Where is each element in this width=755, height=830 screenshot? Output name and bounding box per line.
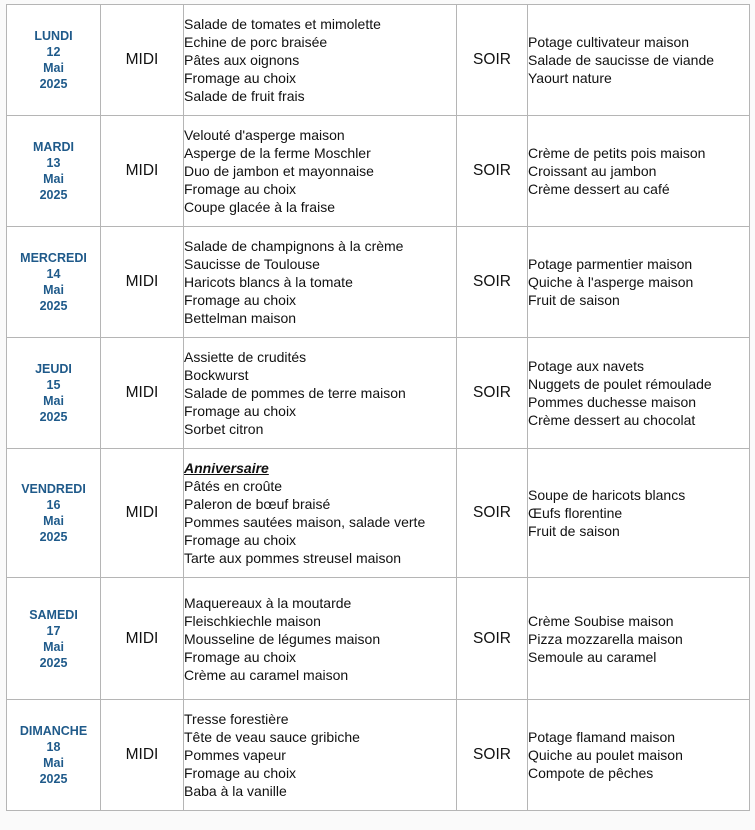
day-number: 18 xyxy=(46,740,61,754)
day-number: 15 xyxy=(46,378,61,392)
dish: Fleischkiechle maison xyxy=(184,612,321,629)
dish: Maquereaux à la moutarde xyxy=(184,594,352,611)
dish: Velouté d'asperge maison xyxy=(184,127,345,143)
dish: Fruit de saison xyxy=(528,523,620,539)
day-year: 2025 xyxy=(39,410,68,424)
midi-label: MIDI xyxy=(101,5,184,116)
day-month: Mai xyxy=(43,61,64,75)
dish: Pâtes aux oignons xyxy=(184,52,300,68)
day-cell xyxy=(7,5,101,116)
day-cell xyxy=(7,116,101,227)
dish: Salade de saucisse de viande xyxy=(528,52,715,68)
day-year: 2025 xyxy=(39,530,68,544)
soir-dishes xyxy=(528,338,750,449)
menu-row-3 xyxy=(7,338,750,449)
midi-dishes xyxy=(184,338,457,449)
dish: Fruit de saison xyxy=(528,292,620,308)
anniversaire-highlight: Anniversaire xyxy=(184,460,269,476)
day-month: Mai xyxy=(43,514,64,528)
dish: Bettelman maison xyxy=(184,310,297,326)
weekly-menu-table xyxy=(6,4,750,811)
dish: Quiche à l'asperge maison xyxy=(528,274,694,290)
midi-label: MIDI xyxy=(101,227,184,338)
dish: Tresse forestière xyxy=(184,711,289,727)
midi-dishes xyxy=(184,116,457,227)
midi-dishes xyxy=(184,449,457,578)
dish: Potage parmentier maison xyxy=(528,256,693,272)
dish: Crème Soubise maison xyxy=(528,612,674,629)
dish: Bockwurst xyxy=(184,367,249,383)
soir-label: SOIR xyxy=(457,5,528,116)
midi-label: MIDI xyxy=(101,338,184,449)
dish: Yaourt nature xyxy=(528,70,612,86)
dish: Duo de jambon et mayonnaise xyxy=(184,163,374,179)
day-number: 16 xyxy=(46,498,61,512)
day-year: 2025 xyxy=(39,299,68,313)
dish: Fromage au choix xyxy=(184,292,297,308)
day-name: MARDI xyxy=(33,140,74,154)
dish: Salade de champignons à la crème xyxy=(184,238,404,254)
soir-label: SOIR xyxy=(457,578,528,700)
menu-row-0 xyxy=(7,5,750,116)
day-month: Mai xyxy=(43,394,64,408)
dish: Soupe de haricots blancs xyxy=(528,487,686,503)
menu-row-2 xyxy=(7,227,750,338)
dish: Crème au caramel maison xyxy=(184,666,349,683)
menu-row-4 xyxy=(7,449,750,578)
dish: Coupe glacée à la fraise xyxy=(184,199,335,215)
dish: Asperge de la ferme Moschler xyxy=(184,145,371,161)
day-year: 2025 xyxy=(39,188,68,202)
soir-label: SOIR xyxy=(457,227,528,338)
menu-row-5 xyxy=(7,578,750,700)
dish: Crème dessert au chocolat xyxy=(528,412,696,428)
dish: Assiette de crudités xyxy=(184,349,307,365)
dish: Salade de tomates et mimolette xyxy=(184,16,381,32)
dish: Tarte aux pommes streusel maison xyxy=(184,550,402,566)
day-year: 2025 xyxy=(39,655,68,670)
dish: Pommes sautées maison, salade verte xyxy=(184,514,426,530)
dish: Pommes vapeur xyxy=(184,747,286,763)
dish: Salade de fruit frais xyxy=(184,88,305,104)
soir-dishes xyxy=(528,116,750,227)
dish: Mousseline de légumes maison xyxy=(184,630,381,647)
day-name: MERCREDI xyxy=(20,251,87,265)
day-number: 13 xyxy=(46,156,61,170)
day-cell xyxy=(7,338,101,449)
dish: Sorbet citron xyxy=(184,421,264,437)
day-month: Mai xyxy=(43,639,64,654)
soir-label: SOIR xyxy=(457,449,528,578)
dish: Fromage au choix xyxy=(184,648,297,665)
day-number: 12 xyxy=(46,45,61,59)
dish: Crème de petits pois maison xyxy=(528,145,706,161)
menu-row-6 xyxy=(7,700,750,811)
day-month: Mai xyxy=(43,283,64,297)
dish: Potage aux navets xyxy=(528,358,644,374)
soir-label: SOIR xyxy=(457,116,528,227)
soir-label: SOIR xyxy=(457,338,528,449)
dish: Pommes duchesse maison xyxy=(528,394,697,410)
midi-dishes xyxy=(184,578,457,700)
day-cell xyxy=(7,449,101,578)
dish: Echine de porc braisée xyxy=(184,34,328,50)
soir-label: SOIR xyxy=(457,700,528,811)
soir-dishes xyxy=(528,227,750,338)
dish: Tête de veau sauce gribiche xyxy=(184,729,360,745)
dish: Compote de pêches xyxy=(528,765,654,781)
soir-dishes xyxy=(528,449,750,578)
dish: Fromage au choix xyxy=(184,181,297,197)
dish: Salade de pommes de terre maison xyxy=(184,385,406,401)
dish: Fromage au choix xyxy=(184,765,297,781)
day-name: DIMANCHE xyxy=(19,724,88,738)
dish: Quiche au poulet maison xyxy=(528,747,683,763)
day-cell xyxy=(7,578,101,700)
dish: Potage flamand maison xyxy=(528,729,676,745)
dish: Potage cultivateur maison xyxy=(528,34,690,50)
day-name: VENDREDI xyxy=(21,482,86,496)
menu-row-1 xyxy=(7,116,750,227)
dish: Fromage au choix xyxy=(184,70,297,86)
day-month: Mai xyxy=(43,756,64,770)
dish: Pizza mozzarella maison xyxy=(528,630,683,647)
dish: Crème dessert au café xyxy=(528,181,670,197)
day-name: JEUDI xyxy=(35,362,72,376)
soir-dishes xyxy=(528,5,750,116)
dish: Saucisse de Toulouse xyxy=(184,256,320,272)
day-number: 17 xyxy=(46,623,61,638)
dish: Croissant au jambon xyxy=(528,163,657,179)
dish: Paleron de bœuf braisé xyxy=(184,496,331,512)
day-year: 2025 xyxy=(39,772,68,786)
midi-label: MIDI xyxy=(101,449,184,578)
day-month: Mai xyxy=(43,172,64,186)
dish: Pâtés en croûte xyxy=(184,478,283,494)
day-year: 2025 xyxy=(39,77,68,91)
dish: Haricots blancs à la tomate xyxy=(184,274,353,290)
day-number: 14 xyxy=(46,267,61,281)
dish: Œufs florentine xyxy=(528,505,623,521)
midi-dishes xyxy=(184,5,457,116)
day-name: SAMEDI xyxy=(29,607,78,622)
dish: Nuggets de poulet rémoulade xyxy=(528,376,712,392)
day-cell xyxy=(7,227,101,338)
midi-label: MIDI xyxy=(101,116,184,227)
dish: Fromage au choix xyxy=(184,532,297,548)
day-cell xyxy=(7,700,101,811)
soir-dishes xyxy=(528,700,750,811)
dish: Baba à la vanille xyxy=(184,783,287,799)
dish: Fromage au choix xyxy=(184,403,297,419)
midi-label: MIDI xyxy=(101,578,184,700)
dish: Semoule au caramel xyxy=(528,648,657,665)
midi-label: MIDI xyxy=(101,700,184,811)
day-name: LUNDI xyxy=(34,29,73,43)
midi-dishes xyxy=(184,700,457,811)
midi-dishes xyxy=(184,227,457,338)
soir-dishes xyxy=(528,578,750,700)
